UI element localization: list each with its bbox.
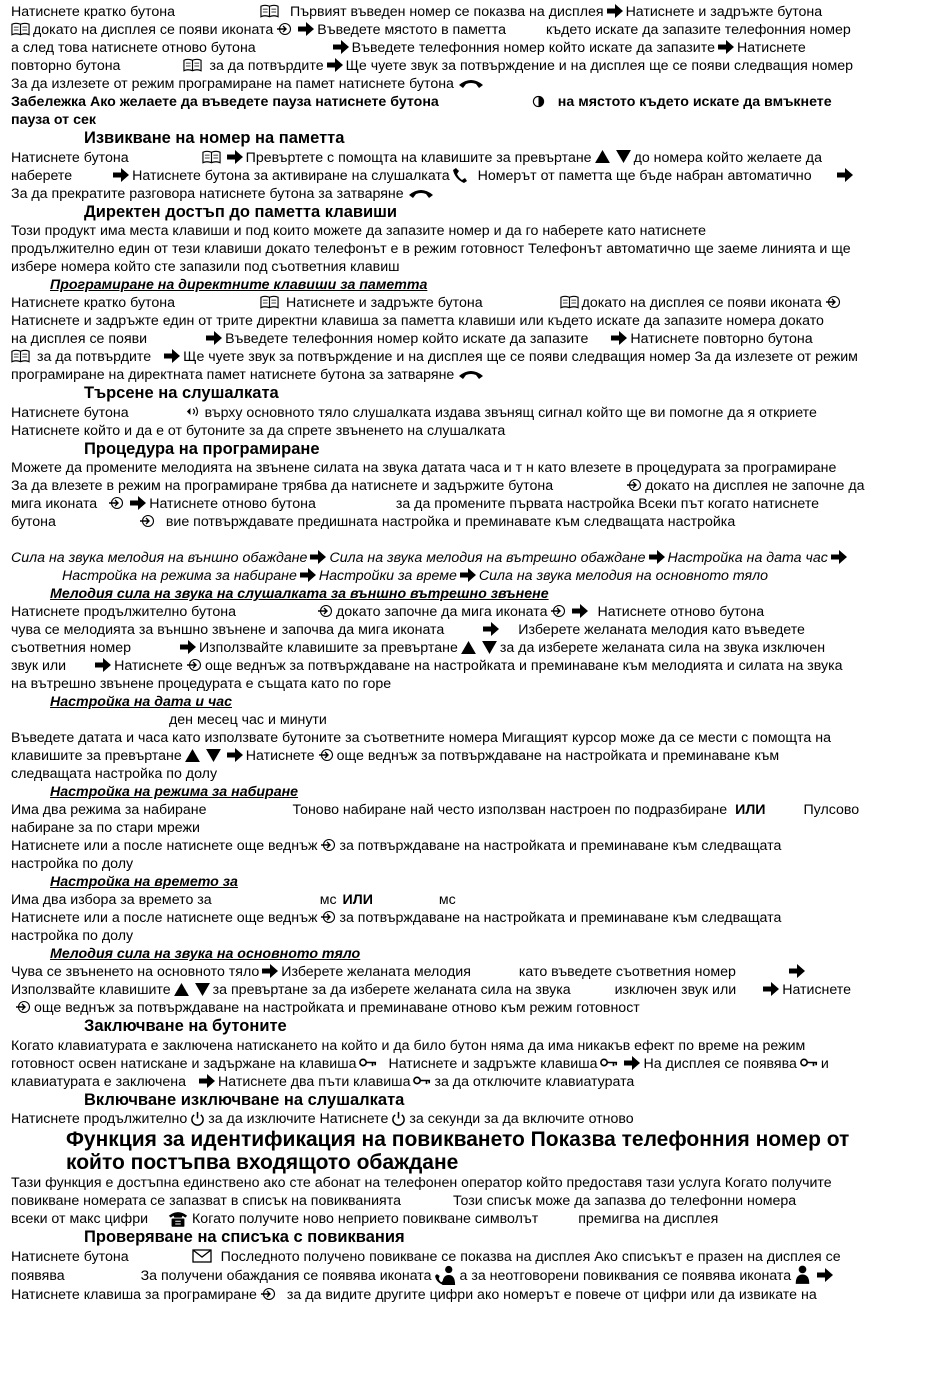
enter-icon (825, 295, 841, 309)
book-icon (11, 22, 30, 36)
chapter-heading: който постъпва входящото обаждане (66, 1151, 459, 1174)
arrow-right-icon (611, 331, 627, 345)
key-icon (600, 1058, 618, 1067)
book-icon (11, 349, 30, 363)
text-line: на дисплея се появи Въведете телефонния номер който искате да запазите Натиснете повторно бутона (11, 331, 813, 347)
text-line: Можете да промените мелодията на звънене силата на звука датата часа и т н като влезете в процедурата за програмиране (11, 460, 837, 476)
book-icon (260, 295, 279, 309)
enter-icon (108, 496, 124, 510)
text-line: чува се мелодията за външно звънене и започва да мига иконата Изберете желаната мелодия като въведете (11, 622, 805, 638)
text-line: Когато клавиатурата е заключена натискането на който и да било бутон няма да има никакъв ефект по време на режим (11, 1037, 806, 1054)
missed-call-icon (794, 1265, 811, 1284)
arrow-right-icon (607, 4, 623, 18)
arrow-right-icon (298, 22, 314, 36)
subsection-heading: Програмиране на директните клавиши за паметта (50, 277, 428, 293)
arrow-right-icon (164, 349, 180, 363)
book-icon (202, 150, 221, 164)
text-line: програмиране на директната памет натиснете бутона за затваряне (11, 366, 941, 384)
text-line: настройка по долу (11, 856, 134, 872)
arrow-right-icon (333, 40, 349, 54)
section-heading: Заключване на бутоните (84, 1017, 287, 1035)
arrow-right-icon (460, 568, 476, 582)
mail-icon (192, 1249, 212, 1263)
arrow-right-icon (262, 964, 278, 978)
text-line: Натиснете продължително за да изключите Натиснете за секунди за да включите отново (11, 1111, 634, 1127)
text-line: Има два избора за времето за мс ИЛИ мс (11, 892, 456, 908)
text-line: Използвайте клавишите за превъртане за да изберете желаната сила на звука изключен звук или Натиснете (11, 982, 852, 998)
arrow-right-icon (831, 550, 847, 564)
enter-icon (626, 478, 642, 492)
down-arrow-icon (195, 983, 210, 996)
arrow-right-icon (327, 58, 343, 72)
chapter-heading: Функция за идентификация на повикването Показва телефонния номер от (66, 1128, 850, 1151)
down-arrow-icon (482, 641, 497, 654)
text-line: Натиснете бутона Превъртете с помощта на клавишите за превъртане до номера който желаете да (11, 149, 822, 166)
enter-icon (317, 604, 333, 618)
text-line: Натиснете и задръжте един от трите директни клавиша за паметта клавиши или където искате да запазите номера докато (11, 313, 824, 329)
key-icon (800, 1058, 818, 1067)
arrow-right-icon (95, 658, 111, 672)
text-line: ден месец час и минути (169, 712, 327, 728)
enter-icon (15, 1000, 31, 1014)
text-line: Натиснете продължително бутона докато започне да мига иконата Натиснете отново бутона (11, 604, 765, 620)
text-line: следващата настройка по долу (11, 766, 218, 782)
up-arrow-icon (174, 983, 189, 996)
arrow-right-icon (837, 168, 853, 182)
note-line: пауза от сек (11, 112, 96, 128)
text-line: настройка по долу (11, 928, 134, 944)
text-line: Натиснете бутона върху основното тяло слушалката издава звънящ сигнал който ще ви помогне да я откриете (11, 404, 817, 421)
enter-icon (276, 22, 292, 36)
arrow-right-icon (180, 640, 196, 654)
text-line: звук или Натиснете още веднъж за потвърждаване на настройката и преминаване към мелодията и силата на звука (11, 658, 843, 674)
arrow-right-icon (130, 496, 146, 510)
hangup-icon (457, 77, 485, 89)
book-icon (260, 4, 279, 18)
text-line: Натиснете кратко бутона Първият въведен номер се показва на дисплея Натиснете и задръжте бутона (11, 4, 823, 20)
text-line: мига иконата Натиснете отново бутона за да промените първата настройка Всеки път когато натиснете (11, 496, 820, 512)
text-line: Натиснете кратко бутона Натиснете и задръжте бутона докато на дисплея се появи иконата (11, 294, 941, 312)
down-arrow-icon (206, 749, 221, 762)
text-line: повикване номерата се запазват в списък на повикванията Този списък може да запазва до телефонни номера (11, 1193, 797, 1209)
hangup-icon (457, 368, 485, 380)
hangup-icon (407, 187, 435, 199)
arrow-right-icon (572, 604, 588, 618)
text-line: Натиснете клавиша за програмиране за да видите другите цифри ако номерът е повече от цифри или да извикате на (11, 1286, 817, 1303)
subsection-heading: Настройка на дата и час (50, 694, 233, 710)
settings-sequence: Сила на звука мелодия на външно обаждане Сила на звука мелодия на вътрешно обаждане Настройка на дата час (11, 549, 941, 567)
book-icon (560, 295, 579, 309)
text-line: клавишите за превъртане Натиснете още веднъж за потвърждаване на настройката и преминаване към (11, 748, 780, 764)
arrow-right-icon (483, 622, 499, 636)
arrow-right-icon (649, 550, 665, 564)
spacer (11, 531, 941, 549)
section-heading: Включване изключване на слушалката (84, 1090, 405, 1109)
text-line: на вътрешно звънене процедурата е същата като по горе (11, 676, 392, 692)
arrow-right-icon (310, 550, 326, 564)
text-line: За да излезете от режим програмиране на памет натиснете бутона (11, 75, 941, 93)
enter-icon (186, 658, 202, 672)
arrow-right-icon (206, 331, 222, 345)
text-line: готовност освен натискане и задържане на клавиша Натиснете и задръжте клавиша На дисплея се появява и (11, 1055, 829, 1072)
subsection-heading: Настройка на режима за набиране (50, 784, 299, 800)
text-line: още веднъж за потвърждаване на настройката и преминаване отново към режим готовност (11, 999, 941, 1017)
arrow-right-icon (227, 748, 243, 762)
text-line: Чува се звъненето на основното тяло Изберете желаната мелодия като въведете съответния номер (11, 963, 941, 981)
pause-icon (532, 95, 545, 108)
key-icon (413, 1076, 431, 1085)
text-line: Натиснете или а после натиснете още веднъж за потвърждаване на настройката и преминаване към следващата (11, 910, 782, 926)
text-line: докато на дисплея се появи иконата Въведете мястото в паметта където искате да запазите телефонния номер (11, 21, 941, 39)
up-arrow-icon (461, 641, 476, 654)
text-line: клавиатурата е заключена Натиснете два пъти клавиша за да отключите клавиатурата (11, 1073, 635, 1090)
manual-page (11, 3, 941, 1304)
arrow-right-icon (300, 568, 316, 582)
received-call-icon (435, 1265, 457, 1285)
text-line: Натиснете който и да е от бутоните за да спрете звъненето на слушалката (11, 422, 506, 439)
section-heading: Процедура на програмиране (84, 439, 320, 458)
text-line: Този продукт има места клавиши и под които можете да запазите номер и да го наберете като натиснете (11, 223, 707, 239)
text-line: продължително един от тези клавиши докато телефонът е в режим готовност Телефонът автоматично ще заеме линията и ще (11, 241, 851, 257)
section-heading: Проверяване на списъка с повиквания (84, 1228, 405, 1246)
enter-icon (139, 514, 155, 528)
text-line: Има два режима за набиране Тоново набиране най често използван настроен по подразбиране ИЛИ Пулсово (11, 802, 860, 818)
settings-sequence: Настройка на режима за набиране Настройки за време Сила на звука мелодия на основното тяло (62, 568, 769, 584)
arrow-right-icon (113, 168, 129, 182)
up-arrow-icon (595, 150, 610, 163)
section-heading: Директен достъп до паметта клавиши (84, 202, 398, 221)
note-line: Забележка Ако желаете да въведете пауза натиснете бутона на мястото където искате да вмъкнете (11, 94, 832, 110)
enter-icon (320, 910, 336, 924)
arrow-right-icon (227, 150, 243, 164)
subsection-heading: Мелодия сила на звука на слушалката за външно вътрешно звънене (50, 586, 549, 602)
text-line: а след това натиснете отново бутона Въведете телефонния номер който искате да запазите Натиснете (11, 40, 806, 56)
arrow-right-icon (718, 40, 734, 54)
enter-icon (320, 838, 336, 852)
arrow-right-icon (817, 1268, 833, 1282)
power-icon (391, 1111, 406, 1126)
subsection-heading: Мелодия сила на звука на основното тяло (50, 946, 361, 962)
down-arrow-icon (616, 150, 631, 163)
handset-icon (453, 167, 467, 183)
text-line: наберете Натиснете бутона за активиране на слушалката Номерът от паметта ще бъде набран автоматично (11, 167, 941, 185)
text-line: избере номера който сте запазили под съответния клавиш (11, 259, 400, 275)
text-line: Натиснете бутона Последното получено повикване се показва на дисплея Ако списъкът е празен на дисплея се (11, 1248, 841, 1265)
arrow-right-icon (789, 964, 805, 978)
text-line: набиране за по стари мрежи (11, 820, 200, 836)
key-icon (359, 1058, 377, 1067)
arrow-right-icon (199, 1074, 215, 1088)
subsection-heading: Настройка на времето за (50, 874, 238, 890)
text-line: За да прекратите разговора натиснете бутона за затваряне (11, 185, 941, 203)
arrow-right-icon (624, 1056, 640, 1070)
section-heading: Търсене на слушалката (84, 384, 279, 402)
page-icon (186, 405, 202, 418)
enter-icon (260, 1287, 276, 1301)
text-line: бутона вие потвърждавате предишната настройка и преминавате към следващата настройка (11, 514, 736, 530)
text-line: Тази функция е достъпна единствено ако сте абонат на телефонен оператор който предоставя тази услуга Когато получите (11, 1175, 832, 1191)
up-arrow-icon (185, 749, 200, 762)
enter-icon (550, 604, 566, 618)
arrow-right-icon (763, 982, 779, 996)
text-line: съответния номер Използвайте клавишите за превъртане за да изберете желаната сила на звука изключен (11, 640, 826, 656)
book-icon (183, 58, 202, 72)
text-line: всеки от макс цифри Когато получите ново неприето повикване символът премигва на дисплея (11, 1211, 719, 1227)
power-icon (190, 1111, 205, 1126)
text-line: За да влезете в режим на програмиране трябва да натиснете и задържите бутона докато на дисплея не започне да (11, 478, 865, 494)
text-line: Въведете датата и часа като използвате бутоните за съответните номера Мигащият курсор може да се мести с помощта на (11, 730, 831, 746)
text-line: Натиснете или а после натиснете още веднъж за потвърждаване на настройката и преминаване към следващата (11, 838, 782, 854)
text-line: за да потвърдите Ще чуете звук за потвърждение и на дисплея ще се появи следващия номер За да излезете от режим (11, 348, 941, 366)
enter-icon (318, 748, 334, 762)
section-heading: Извикване на номер на паметта (84, 129, 345, 147)
phone-icon (167, 1210, 189, 1227)
text-line: повторно бутона за да потвърдите Ще чуете звук за потвърждение и на дисплея ще се появи следващия номер (11, 58, 854, 74)
text-line: появява За получени обаждания се появява иконата а за неотговорени повиквания се появява иконата (11, 1266, 941, 1286)
